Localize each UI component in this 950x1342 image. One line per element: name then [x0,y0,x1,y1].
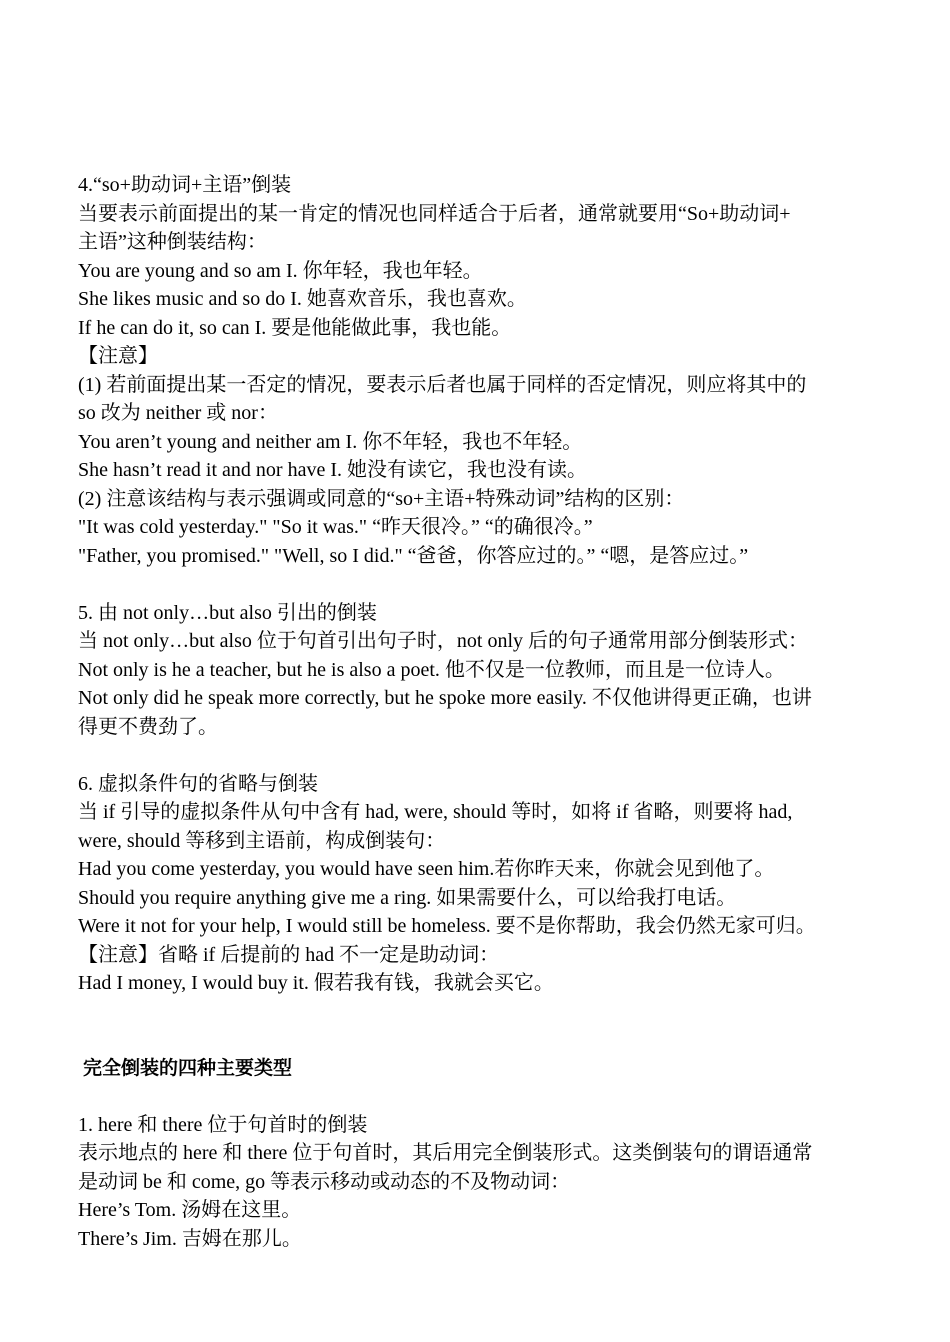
spacer [78,1083,878,1111]
note-label: 【注意】 [78,345,158,367]
example-sentence: She hasn’t read it and nor have I. 她没有读它，我也没有读。 [78,459,587,481]
example-sentence: Had you come yesterday, you would have seen him.若你昨天来，你就会见到他了。 [78,858,775,880]
section-4 [78,171,878,570]
section-title: 5. 由 not only…but also 引出的倒装 [78,601,377,624]
spacer [78,570,878,599]
document-page [78,171,878,1253]
full-inversion-heading: 完全倒装的四种主要类型 [83,1057,293,1079]
intro-text: 表示地点的 here 和 there 位于句首时，其后用完全倒装形式。这类倒装句的谓语通常 [78,1142,813,1164]
example-sentence: 得更不费劲了。 [78,715,218,738]
example-sentence: She likes music and so do I. 她喜欢音乐，我也喜欢。 [78,288,527,310]
example-sentence: Had I money, I would buy it. 假若我有钱，我就会买它。 [78,972,554,994]
note-text: (1) 若前面提出某一否定的情况，要表示后者也属于同样的否定情况，则应将其中的 [78,373,807,396]
example-sentence: You are young and so am I. 你年轻，我也年轻。 [78,259,483,282]
intro-text: 当 if 引导的虚拟条件从句中含有 had, were, should 等时，如将 if 省略，则要将 had, [78,801,793,823]
example-sentence: Not only did he speak more correctly, but he spoke more easily. 不仅他讲得更正确，也讲 [78,687,812,709]
example-sentence: Should you require anything give me a ring. 如果需要什么，可以给我打电话。 [78,886,737,909]
full-inversion-section-1 [78,1111,878,1254]
example-sentence: Not only is he a teacher, but he is also a poet. 他不仅是一位教师，而且是一位诗人。 [78,658,785,681]
intro-text: 当要表示前面提出的某一肯定的情况也同样适合于后者，通常就要用“So+助动词+ [78,202,791,225]
intro-text: 主语”这种倒装结构： [78,231,267,253]
example-sentence: "Father, you promised." "Well, so I did." “爸爸，你答应过的。” “嗯，是答应过。” [78,544,749,567]
example-sentence: There’s Jim. 吉姆在那儿。 [78,1227,302,1250]
intro-text: 是动词 be 和 come, go 等表示移动或动态的不及物动词： [78,1170,571,1193]
note-text: (2) 注意该结构与表示强调或同意的“so+主语+特殊动词”结构的区别： [78,487,685,510]
example-sentence: If he can do it, so can I. 要是他能做此事，我也能。 [78,316,512,339]
example-sentence: You aren’t young and neither am I. 你不年轻，我也不年轻。 [78,430,583,453]
example-sentence: "It was cold yesterday." "So it was." “昨天很冷。” “的确很冷。” [78,516,593,538]
section-6 [78,770,878,998]
note-text: so 改为 neither 或 nor： [78,402,278,424]
note-text: 【注意】省略 if 后提前的 had 不一定是助动词： [78,943,500,966]
intro-text: 当 not only…but also 位于句首引出句子时，not only 后的句子通常用部分倒装形式： [78,630,808,652]
example-sentence: Here’s Tom. 汤姆在这里。 [78,1199,302,1221]
section-title: 6. 虚拟条件句的省略与倒装 [78,772,318,795]
spacer [78,741,878,770]
section-title: 4.“so+助动词+主语”倒装 [78,174,292,196]
example-sentence: Were it not for your help, I would still be homeless. 要不是你帮助，我会仍然无家可归。 [78,915,816,937]
section-5 [78,599,878,742]
intro-text: were, should 等移到主语前，构成倒装句： [78,829,446,852]
section-title: 1. here 和 there 位于句首时的倒装 [78,1113,368,1136]
spacer [78,998,878,1027]
